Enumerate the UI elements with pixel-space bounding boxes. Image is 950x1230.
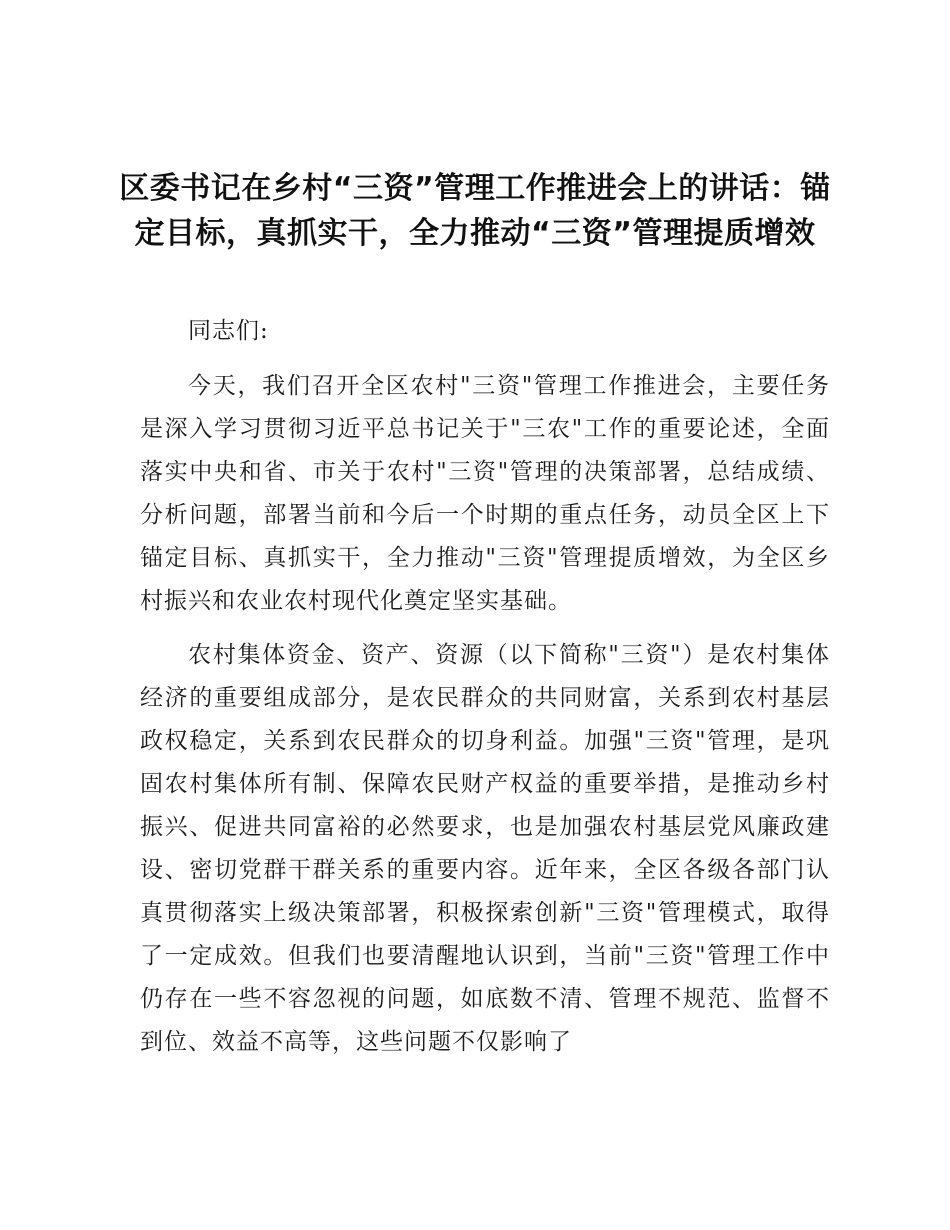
greeting-line: 同志们: — [188, 318, 269, 344]
paragraph-2: 农村集体资金、资产、资源（以下简称"三资"）是农村集体经济的重要组成部分，是农民群众的共同财富，关系到农村基层政权稳定，关系到农民群众的切身利益。加强"三资"管理，是巩固农村集体所有制、保障农民财产权益的重要举措，是推动乡村振兴、促进共同富裕的必然要求，也是加强农村基层党风廉政建设、密切党群干群关系的重要内容。近年来，全区各级各部门认真贯彻落实上级决策部署，积极探索创新"三资"管理模式，取得了一定成效。但我们也要清醒地认识到，当前"三资"管理工作中仍存在一些不容忽视的问题，如底数不清、管理不规范、监督不到位、效益不高等，这些问题不仅影响了 — [140, 642, 830, 1055]
paragraph-1: 今天，我们召开全区农村"三资"管理工作推进会，主要任务是深入学习贯彻习近平总书记关于"三农"工作的重要论述，全面落实中央和省、市关于农村"三资"管理的决策部署，总结成绩、分析问题，部署当前和今后一个时期的重点任务，动员全区上下锚定目标、真抓实干，全力推动"三资"管理提质增效，为全区乡村振兴和农业农村现代化奠定坚实基础。 — [140, 373, 830, 614]
document-title: 区委书记在乡村“三资”管理工作推进会上的讲话：锚定目标，真抓实干，全力推动“三资”管理提质增效 — [119, 171, 831, 251]
